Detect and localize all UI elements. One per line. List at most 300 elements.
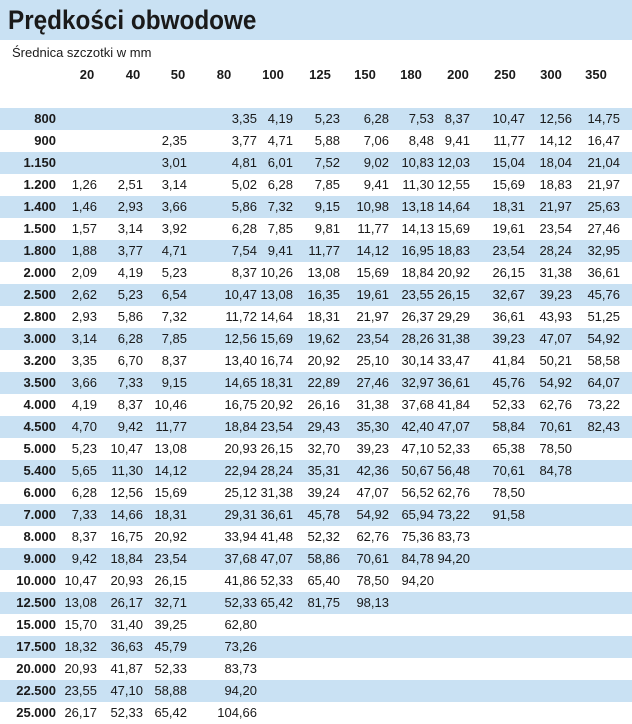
table-cell: 11,77 <box>155 419 187 434</box>
table-cell: 6,70 <box>117 353 143 368</box>
table-cell <box>522 482 572 504</box>
table-cell: 5,23 <box>314 111 340 126</box>
table-cell: 45,79 <box>154 639 187 654</box>
table-cell: 7,33 <box>117 375 143 390</box>
table-cell: 9,02 <box>363 155 389 170</box>
table-cell: 13,08 <box>154 441 187 456</box>
table-cell: 4,71 <box>267 133 293 148</box>
table-cell <box>290 702 340 724</box>
table-cell: 54,92 <box>539 375 572 390</box>
table-cell: 15,69 <box>437 221 470 236</box>
table-cell: 26,16 <box>307 397 340 412</box>
table-cell: 21,97 <box>539 199 572 214</box>
table-cell: 30,14 <box>401 353 434 368</box>
table-cell: 21,97 <box>587 177 620 192</box>
table-cell: 1,46 <box>71 199 97 214</box>
column-header: 150 <box>354 67 376 82</box>
table-cell <box>475 548 525 570</box>
table-cell <box>522 702 572 724</box>
table-cell: 31,40 <box>110 617 143 632</box>
table-cell: 5,23 <box>117 287 143 302</box>
table-cell: 36,63 <box>110 639 143 654</box>
table-cell: 29,31 <box>224 507 257 522</box>
table-cell: 13,08 <box>64 595 97 610</box>
column-header: 20 <box>79 67 95 82</box>
table-row <box>0 394 632 416</box>
table-cell <box>339 680 389 702</box>
row-label: 2.000 <box>23 265 56 280</box>
column-group-label: Średnica szczotki w mm <box>12 45 152 60</box>
table-cell <box>47 108 97 130</box>
table-cell: 14,64 <box>437 199 470 214</box>
table-cell: 7,33 <box>71 507 97 522</box>
table-cell: 16,47 <box>587 133 620 148</box>
table-cell: 52,33 <box>437 441 470 456</box>
table-cell: 8,37 <box>231 265 257 280</box>
table-cell: 36,61 <box>260 507 293 522</box>
table-cell: 11,30 <box>402 177 434 192</box>
table-cell: 23,54 <box>356 331 389 346</box>
table-cell: 12,03 <box>437 155 470 170</box>
row-label: 4.000 <box>23 397 56 412</box>
table-cell: 2,35 <box>161 133 187 148</box>
table-cell: 84,78 <box>539 463 572 478</box>
table-cell <box>570 636 620 658</box>
row-label: 7.000 <box>23 507 56 522</box>
column-header: 200 <box>447 67 469 82</box>
table-row <box>0 504 632 526</box>
table-cell <box>522 570 572 592</box>
table-cell: 39,23 <box>492 331 525 346</box>
table-cell: 83,73 <box>437 529 470 544</box>
table-cell <box>475 658 525 680</box>
table-cell: 5,23 <box>71 441 97 456</box>
table-cell: 52,33 <box>492 397 525 412</box>
table-cell <box>290 614 340 636</box>
table-cell: 42,36 <box>356 463 389 478</box>
table-row <box>0 130 632 152</box>
table-cell: 31,38 <box>437 331 470 346</box>
table-cell: 54,92 <box>356 507 389 522</box>
row-label: 5.000 <box>23 441 56 456</box>
table-cell: 22,89 <box>307 375 340 390</box>
table-cell: 32,97 <box>401 375 434 390</box>
table-cell: 31,38 <box>260 485 293 500</box>
table-row <box>0 328 632 350</box>
table-cell: 18,84 <box>401 265 434 280</box>
table-cell: 2,93 <box>117 199 143 214</box>
table-cell: 41,86 <box>224 573 257 588</box>
column-header: 40 <box>125 67 141 82</box>
table-cell: 27,46 <box>587 221 620 236</box>
table-cell: 13,08 <box>260 287 293 302</box>
row-label: 15.000 <box>16 617 56 632</box>
table-cell: 18,31 <box>307 309 340 324</box>
table-row <box>0 284 632 306</box>
row-label: 3.500 <box>23 375 56 390</box>
table-row <box>0 680 632 702</box>
table-cell: 26,37 <box>401 309 434 324</box>
table-row <box>0 636 632 658</box>
table-cell: 65,38 <box>492 441 525 456</box>
table-cell: 18,83 <box>539 177 572 192</box>
row-label: 5.400 <box>23 463 56 478</box>
table-cell: 36,61 <box>492 309 525 324</box>
table-cell: 8,37 <box>161 353 187 368</box>
table-cell <box>243 658 293 680</box>
table-cell: 33,47 <box>437 353 470 368</box>
table-cell: 4,71 <box>161 243 187 258</box>
table-cell: 3,35 <box>71 353 97 368</box>
table-row <box>0 460 632 482</box>
table-cell <box>339 658 389 680</box>
table-cell <box>522 636 572 658</box>
table-cell: 29,43 <box>307 419 340 434</box>
table-cell: 21,04 <box>587 155 620 170</box>
table-cell: 2,09 <box>71 265 97 280</box>
table-cell: 20,93 <box>224 441 257 456</box>
table-cell: 11,30 <box>111 463 143 478</box>
table-cell: 13,18 <box>401 199 434 214</box>
table-cell <box>420 592 470 614</box>
table-cell <box>570 504 620 526</box>
table-cell: 41,87 <box>110 661 143 676</box>
row-label: 4.500 <box>23 419 56 434</box>
column-header: 300 <box>540 67 562 82</box>
table-cell: 104,66 <box>217 705 257 720</box>
column-header: 250 <box>494 67 516 82</box>
table-cell: 94,20 <box>401 573 434 588</box>
table-cell: 41,84 <box>437 397 470 412</box>
table-cell: 14,66 <box>110 507 143 522</box>
table-cell: 14,12 <box>356 243 389 258</box>
table-cell: 3,14 <box>161 177 187 192</box>
table-cell: 5,02 <box>231 177 257 192</box>
table-cell: 75,36 <box>401 529 434 544</box>
table-cell: 52,33 <box>110 705 143 720</box>
table-cell: 12,56 <box>224 331 257 346</box>
table-row <box>0 570 632 592</box>
table-cell: 58,86 <box>307 551 340 566</box>
table-cell: 15,69 <box>492 177 525 192</box>
row-label: 20.000 <box>16 661 56 676</box>
table-cell: 9,42 <box>117 419 143 434</box>
table-row <box>0 306 632 328</box>
table-cell: 20,92 <box>154 529 187 544</box>
table-cell: 39,24 <box>307 485 340 500</box>
table-cell <box>522 680 572 702</box>
table-cell: 33,94 <box>224 529 257 544</box>
table-cell <box>93 130 143 152</box>
table-cell: 64,07 <box>587 375 620 390</box>
table-cell: 20,92 <box>260 397 293 412</box>
table-cell <box>47 130 97 152</box>
table-cell <box>522 526 572 548</box>
row-label: 1.500 <box>23 221 56 236</box>
table-cell: 47,07 <box>437 419 470 434</box>
table-cell: 6,28 <box>117 331 143 346</box>
table-cell: 18,31 <box>260 375 293 390</box>
table-cell: 58,58 <box>587 353 620 368</box>
table-cell: 23,54 <box>260 419 293 434</box>
table-cell: 3,92 <box>161 221 187 236</box>
table-cell: 52,33 <box>260 573 293 588</box>
table-cell: 23,54 <box>539 221 572 236</box>
table-cell: 22,94 <box>224 463 257 478</box>
table-cell <box>243 702 293 724</box>
table-cell: 7,85 <box>314 177 340 192</box>
table-cell <box>522 504 572 526</box>
table-cell: 16,95 <box>401 243 434 258</box>
table-cell: 73,26 <box>224 639 257 654</box>
column-header: 125 <box>309 67 331 82</box>
table-cell: 1,57 <box>71 221 97 236</box>
table-cell <box>420 636 470 658</box>
table-cell <box>243 614 293 636</box>
table-cell: 26,17 <box>110 595 143 610</box>
table-cell: 18,31 <box>154 507 187 522</box>
table-cell: 45,76 <box>492 375 525 390</box>
table-cell: 28,26 <box>401 331 434 346</box>
table-cell <box>570 614 620 636</box>
table-cell: 29,29 <box>437 309 470 324</box>
table-cell: 13,08 <box>307 265 340 280</box>
row-label: 10.000 <box>16 573 56 588</box>
table-cell <box>420 570 470 592</box>
table-cell <box>475 680 525 702</box>
row-label: 8.000 <box>23 529 56 544</box>
table-cell <box>243 680 293 702</box>
table-cell: 7,85 <box>161 331 187 346</box>
row-label: 22.500 <box>16 683 56 698</box>
table-cell: 10,47 <box>110 441 143 456</box>
table-row <box>0 592 632 614</box>
row-label: 1.400 <box>23 199 56 214</box>
table-cell: 3,35 <box>231 111 257 126</box>
table-cell <box>570 438 620 460</box>
table-cell: 14,75 <box>587 111 620 126</box>
table-cell: 56,48 <box>437 463 470 478</box>
table-cell <box>420 658 470 680</box>
table-cell: 54,92 <box>587 331 620 346</box>
table-cell <box>47 152 97 174</box>
table-cell <box>570 526 620 548</box>
table-cell: 5,65 <box>71 463 97 478</box>
table-cell: 36,61 <box>437 375 470 390</box>
table-row <box>0 350 632 372</box>
table-cell: 14,13 <box>401 221 434 236</box>
row-label: 12.500 <box>16 595 56 610</box>
table-cell <box>570 680 620 702</box>
table-row <box>0 196 632 218</box>
table-cell <box>137 108 187 130</box>
table-cell: 81,75 <box>307 595 340 610</box>
table-cell: 3,14 <box>71 331 97 346</box>
table-cell: 32,71 <box>154 595 187 610</box>
table-cell <box>522 658 572 680</box>
table-cell: 50,21 <box>539 353 572 368</box>
table-cell: 18,84 <box>110 551 143 566</box>
row-label: 25.000 <box>16 705 56 720</box>
row-label: 3.000 <box>23 331 56 346</box>
table-cell: 7,52 <box>314 155 340 170</box>
table-cell: 84,78 <box>401 551 434 566</box>
table-cell: 91,58 <box>492 507 525 522</box>
table-row <box>0 174 632 196</box>
table-cell: 9,41 <box>363 177 389 192</box>
table-cell: 10,47 <box>64 573 97 588</box>
table-cell: 78,50 <box>356 573 389 588</box>
table-row <box>0 658 632 680</box>
table-cell: 10,46 <box>154 397 187 412</box>
table-cell: 7,32 <box>161 309 187 324</box>
table-cell: 28,24 <box>539 243 572 258</box>
table-cell: 4,81 <box>231 155 257 170</box>
column-header: 80 <box>216 67 232 82</box>
table-cell: 43,93 <box>539 309 572 324</box>
column-header: 350 <box>585 67 607 82</box>
table-cell: 32,67 <box>492 287 525 302</box>
table-cell: 26,15 <box>260 441 293 456</box>
table-cell: 9,81 <box>314 221 340 236</box>
table-cell: 3,77 <box>117 243 143 258</box>
table-cell: 62,76 <box>356 529 389 544</box>
table-cell: 65,42 <box>154 705 187 720</box>
column-header: 180 <box>400 67 422 82</box>
table-cell: 6,01 <box>267 155 293 170</box>
table-cell: 26,15 <box>492 265 525 280</box>
column-header: 50 <box>170 67 186 82</box>
table-cell: 18,83 <box>437 243 470 258</box>
table-cell: 1,88 <box>71 243 97 258</box>
table-cell: 6,54 <box>161 287 187 302</box>
table-cell: 51,25 <box>587 309 620 324</box>
table-cell: 5,86 <box>117 309 143 324</box>
table-cell: 98,13 <box>356 595 389 610</box>
table-cell <box>570 482 620 504</box>
row-label: 1.800 <box>23 243 56 258</box>
table-cell: 7,06 <box>363 133 389 148</box>
table-cell <box>570 460 620 482</box>
row-label: 2.500 <box>23 287 56 302</box>
table-cell: 70,61 <box>492 463 525 478</box>
table-cell: 2,62 <box>71 287 97 302</box>
table-cell: 6,28 <box>231 221 257 236</box>
column-header: 100 <box>262 67 284 82</box>
row-label: 9.000 <box>23 551 56 566</box>
table-cell <box>570 702 620 724</box>
table-cell: 37,68 <box>401 397 434 412</box>
table-cell: 19,61 <box>492 221 525 236</box>
table-cell: 14,12 <box>539 133 572 148</box>
table-cell <box>570 658 620 680</box>
table-row <box>0 240 632 262</box>
table-cell: 26,15 <box>154 573 187 588</box>
table-cell: 15,69 <box>154 485 187 500</box>
table-cell: 9,42 <box>71 551 97 566</box>
table-cell: 27,46 <box>356 375 389 390</box>
table-cell: 37,68 <box>224 551 257 566</box>
table-cell: 41,48 <box>260 529 293 544</box>
table-cell: 6,28 <box>267 177 293 192</box>
table-cell: 58,88 <box>154 683 187 698</box>
table-cell: 18,04 <box>539 155 572 170</box>
table-cell: 28,24 <box>260 463 293 478</box>
table-cell: 1,26 <box>71 177 97 192</box>
table-cell <box>290 658 340 680</box>
table-cell: 50,67 <box>401 463 434 478</box>
table-cell: 94,20 <box>437 551 470 566</box>
table-cell: 26,15 <box>437 287 470 302</box>
table-cell: 12,56 <box>110 485 143 500</box>
table-cell: 14,65 <box>224 375 257 390</box>
table-cell: 31,38 <box>539 265 572 280</box>
table-cell: 45,76 <box>587 287 620 302</box>
table-cell: 10,47 <box>224 287 257 302</box>
table-cell: 25,10 <box>356 353 389 368</box>
table-cell: 15,70 <box>64 617 97 632</box>
table-cell: 10,26 <box>260 265 293 280</box>
table-cell <box>339 636 389 658</box>
table-cell: 14,12 <box>154 463 187 478</box>
table-cell: 11,77 <box>493 133 525 148</box>
row-label: 3.200 <box>23 353 56 368</box>
table-cell: 62,80 <box>224 617 257 632</box>
row-label: 800 <box>34 111 56 126</box>
table-row <box>0 416 632 438</box>
table-cell: 39,23 <box>539 287 572 302</box>
table-cell: 31,38 <box>356 397 389 412</box>
table-cell: 4,19 <box>267 111 293 126</box>
table-cell: 19,62 <box>307 331 340 346</box>
table-cell <box>475 592 525 614</box>
table-row <box>0 262 632 284</box>
table-cell: 82,43 <box>587 419 620 434</box>
table-cell: 9,15 <box>314 199 340 214</box>
table-cell: 13,40 <box>224 353 257 368</box>
table-cell: 3,14 <box>117 221 143 236</box>
table-cell: 6,28 <box>363 111 389 126</box>
table-cell: 12,55 <box>437 177 470 192</box>
table-cell: 4,19 <box>117 265 143 280</box>
table-cell: 7,53 <box>408 111 434 126</box>
table-cell <box>570 548 620 570</box>
table-row <box>0 438 632 460</box>
table-row <box>0 152 632 174</box>
table-cell: 2,93 <box>71 309 97 324</box>
table-cell: 9,41 <box>444 133 470 148</box>
table-cell: 16,75 <box>224 397 257 412</box>
table-cell <box>475 570 525 592</box>
table-cell: 20,92 <box>437 265 470 280</box>
table-cell: 16,74 <box>260 353 293 368</box>
row-label: 6.000 <box>23 485 56 500</box>
table-cell: 32,70 <box>307 441 340 456</box>
table-cell <box>570 570 620 592</box>
table-cell <box>420 680 470 702</box>
table-cell: 8,37 <box>71 529 97 544</box>
table-cell: 5,88 <box>314 133 340 148</box>
table-row <box>0 702 632 724</box>
table-cell: 16,35 <box>307 287 340 302</box>
table-cell: 11,77 <box>308 243 340 258</box>
table-cell: 3,66 <box>161 199 187 214</box>
table-cell <box>420 614 470 636</box>
table-row <box>0 482 632 504</box>
table-cell: 73,22 <box>587 397 620 412</box>
table-row <box>0 108 632 130</box>
table-cell <box>475 614 525 636</box>
